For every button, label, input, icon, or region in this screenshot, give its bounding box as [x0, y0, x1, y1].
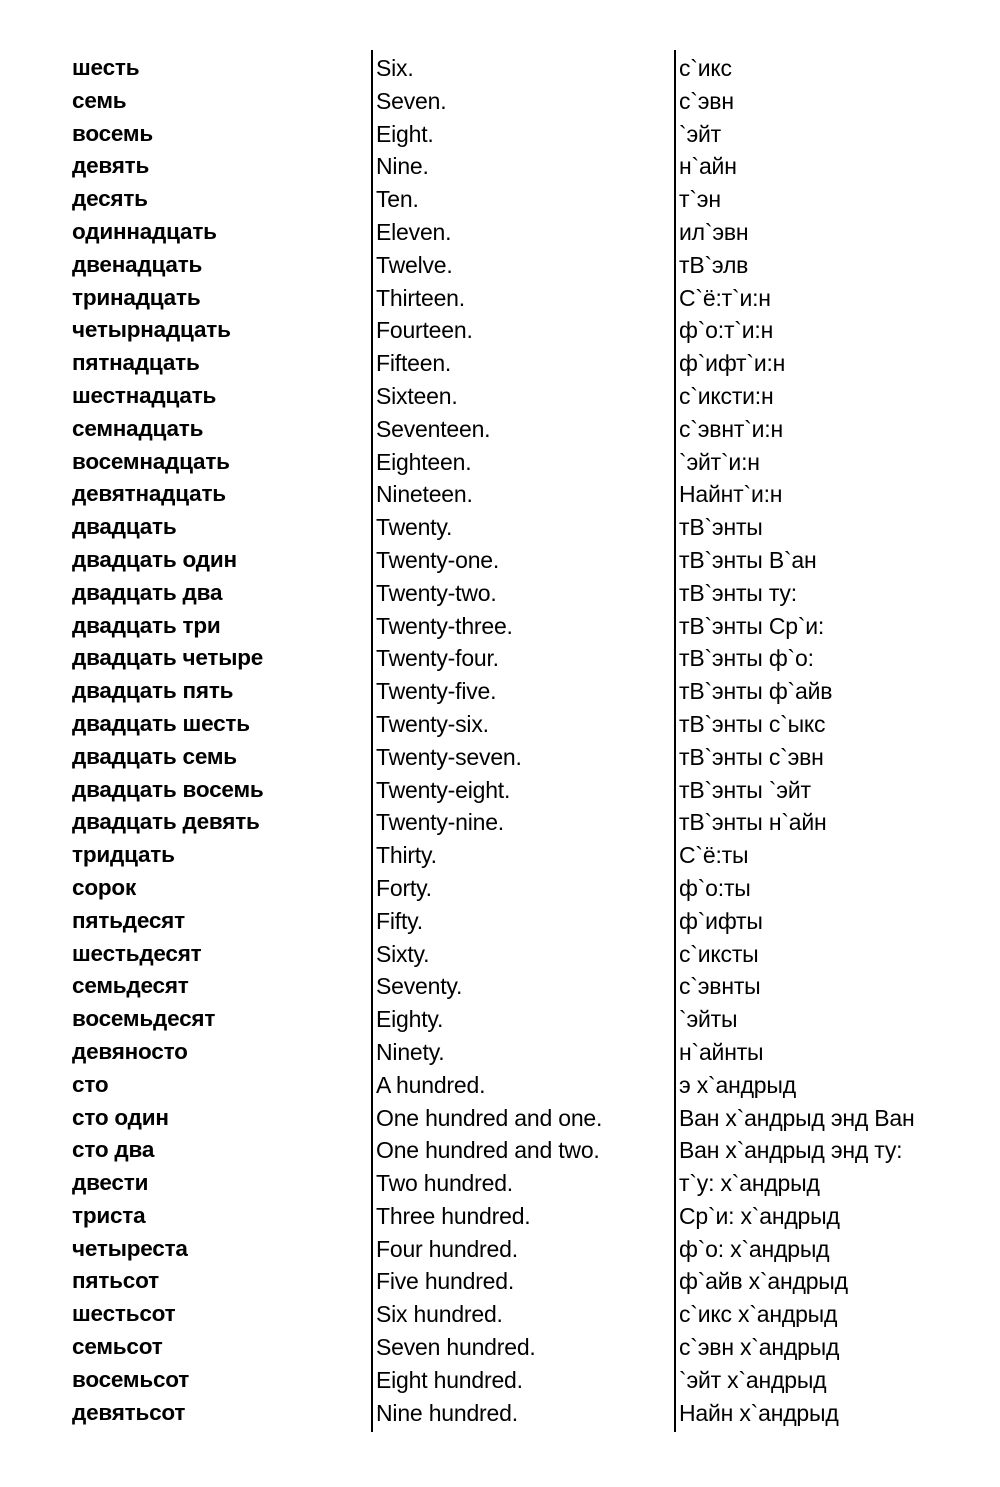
transcription: тВ`энты ту:: [679, 579, 797, 606]
english-word: Nineteen.: [376, 481, 473, 508]
transcription: тВ`энты Ср`и:: [679, 612, 825, 639]
transcription: Ван х`андрыд энд ту:: [679, 1137, 903, 1164]
english-word: Sixteen.: [376, 382, 458, 409]
transcription: с`эвнты: [679, 973, 761, 1000]
transcription: тВ`энты В`ан: [679, 546, 817, 573]
russian-word: пятнадцать: [72, 350, 200, 376]
english-word: Eleven.: [376, 218, 452, 245]
english-word: Twenty-six.: [376, 710, 489, 737]
transcription: Ср`и: х`андрыд: [679, 1202, 840, 1229]
transcription: т`эн: [679, 186, 721, 213]
russian-word: девятнадцать: [72, 481, 226, 507]
russian-word: семь: [72, 87, 127, 113]
transcription: С`ё:т`и:н: [679, 284, 771, 311]
transcription: `эйт: [679, 120, 721, 147]
transcription: ф`о:т`и:н: [679, 317, 774, 344]
transcription: н`айнты: [679, 1038, 764, 1065]
english-word: Three hundred.: [376, 1202, 531, 1229]
transcription: т`у: х`андрыд: [679, 1170, 820, 1197]
column-divider-right: [674, 50, 676, 1432]
english-word: Seventeen.: [376, 415, 491, 442]
russian-word: девять: [72, 153, 150, 179]
russian-word: двенадцать: [72, 251, 203, 277]
transcription: с`эвн: [679, 87, 734, 114]
transcription: э х`андрыд: [679, 1071, 796, 1098]
english-word: Thirty.: [376, 842, 437, 869]
transcription: тВ`энты с`эвн: [679, 743, 824, 770]
english-word: Ten.: [376, 186, 419, 213]
russian-word: десять: [72, 186, 148, 212]
english-word: Twenty-eight.: [376, 776, 511, 803]
english-word: Two hundred.: [376, 1170, 513, 1197]
transcription: С`ё:ты: [679, 842, 749, 869]
russian-word: семьдесят: [72, 973, 189, 999]
transcription: Найнт`и:н: [679, 481, 783, 508]
russian-word: двести: [72, 1170, 149, 1196]
russian-word: сто два: [72, 1137, 155, 1163]
english-word: Twenty-seven.: [376, 743, 522, 770]
russian-word: четырнадцать: [72, 317, 231, 343]
english-word: Seven hundred.: [376, 1334, 536, 1361]
english-word: Twelve.: [376, 251, 453, 278]
transcription: `эйт х`андрыд: [679, 1366, 827, 1393]
russian-word: девятьсот: [72, 1399, 186, 1425]
english-word: Seventy.: [376, 973, 463, 1000]
english-word: Four hundred.: [376, 1235, 518, 1262]
english-word: Twenty-one.: [376, 546, 500, 573]
english-word: One hundred and two.: [376, 1137, 600, 1164]
russian-word: сорок: [72, 874, 137, 900]
russian-word: двадцать восемь: [72, 776, 264, 802]
transcription: `эйты: [679, 1006, 738, 1033]
russian-word: семьсот: [72, 1334, 163, 1360]
transcription: `эйт`и:н: [679, 448, 760, 475]
english-word: Eighty.: [376, 1006, 444, 1033]
english-word: Eight hundred.: [376, 1366, 523, 1393]
transcription: тВ`энты н`айн: [679, 809, 827, 836]
russian-word: триста: [72, 1202, 146, 1228]
russian-word: сто: [72, 1071, 109, 1097]
english-word: Twenty-two.: [376, 579, 497, 606]
russian-word: двадцать четыре: [72, 645, 264, 671]
russian-word: двадцать: [72, 514, 177, 540]
russian-word: одиннадцать: [72, 218, 217, 244]
english-word: Ninety.: [376, 1038, 445, 1065]
russian-word: семнадцать: [72, 415, 204, 441]
english-word: Twenty-five.: [376, 678, 497, 705]
russian-column: [72, 52, 367, 1429]
transcription: с`эвнт`и:н: [679, 415, 783, 442]
transcription: с`иксты: [679, 940, 759, 967]
column-divider-left: [371, 50, 373, 1432]
transcription: тВ`энты ф`о:: [679, 645, 814, 672]
russian-word: девяносто: [72, 1038, 188, 1064]
english-word: Eight.: [376, 120, 434, 147]
russian-word: пятьдесят: [72, 907, 185, 933]
english-word: Seven.: [376, 87, 447, 114]
transcription: с`эвн х`андрыд: [679, 1334, 840, 1361]
russian-word: шестнадцать: [72, 382, 217, 408]
russian-word: двадцать девять: [72, 809, 260, 835]
russian-word: двадцать один: [72, 546, 237, 572]
russian-word: двадцать семь: [72, 743, 237, 769]
transcription: тВ`энты: [679, 514, 763, 541]
transcription: ил`эвн: [679, 218, 749, 245]
transcription: с`икс х`андрыд: [679, 1301, 838, 1328]
english-word: Eighteen.: [376, 448, 472, 475]
russian-word: восемьдесят: [72, 1006, 216, 1032]
transcription: с`иксти:н: [679, 382, 774, 409]
russian-word: двадцать шесть: [72, 710, 250, 736]
transcription: ф`ифты: [679, 907, 763, 934]
english-word: Sixty.: [376, 940, 430, 967]
english-word: Twenty-nine.: [376, 809, 504, 836]
english-word: Twenty-four.: [376, 645, 499, 672]
russian-word: тринадцать: [72, 284, 201, 310]
transcription: ф`айв х`андрыд: [679, 1268, 848, 1295]
transcription: ф`о:ты: [679, 874, 751, 901]
russian-word: двадцать два: [72, 579, 223, 605]
transcription: ф`о: х`андрыд: [679, 1235, 830, 1262]
russian-word: двадцать три: [72, 612, 221, 638]
english-word: Nine hundred.: [376, 1399, 518, 1426]
russian-word: восемьсот: [72, 1366, 190, 1392]
russian-word: пятьсот: [72, 1268, 159, 1294]
russian-word: шестьсот: [72, 1301, 176, 1327]
russian-word: восемь: [72, 120, 153, 146]
english-column: [376, 52, 672, 1429]
english-word: Twenty.: [376, 514, 453, 541]
transcription: н`айн: [679, 153, 737, 180]
russian-word: восемнадцать: [72, 448, 230, 474]
transcription: Ван х`андрыд энд Ван: [679, 1104, 915, 1131]
english-word: A hundred.: [376, 1071, 486, 1098]
english-word: Five hundred.: [376, 1268, 515, 1295]
transcription: тВ`энты `эйт: [679, 776, 811, 803]
english-word: Thirteen.: [376, 284, 465, 311]
english-word: Forty.: [376, 874, 432, 901]
english-word: Six.: [376, 55, 414, 81]
english-word: Six hundred.: [376, 1301, 503, 1328]
transcription: тВ`элв: [679, 251, 749, 278]
english-word: Twenty-three.: [376, 612, 513, 639]
russian-word: сто один: [72, 1104, 169, 1130]
transcription-column: [679, 52, 997, 1429]
russian-word: двадцать пять: [72, 678, 234, 704]
russian-word: шесть: [72, 55, 140, 80]
english-word: One hundred and one.: [376, 1104, 603, 1131]
russian-word: четыреста: [72, 1235, 188, 1261]
english-word: Fifty.: [376, 907, 423, 934]
english-word: Nine.: [376, 153, 429, 180]
english-word: Fifteen.: [376, 350, 452, 377]
transcription: тВ`энты ф`айв: [679, 678, 833, 705]
english-word: Fourteen.: [376, 317, 473, 344]
russian-word: шестьдесят: [72, 940, 202, 966]
transcription: тВ`энты с`ыкс: [679, 710, 826, 737]
transcription: Найн х`андрыд: [679, 1399, 839, 1426]
transcription: с`икс: [679, 55, 732, 81]
russian-word: тридцать: [72, 842, 175, 868]
transcription: ф`ифт`и:н: [679, 350, 786, 377]
